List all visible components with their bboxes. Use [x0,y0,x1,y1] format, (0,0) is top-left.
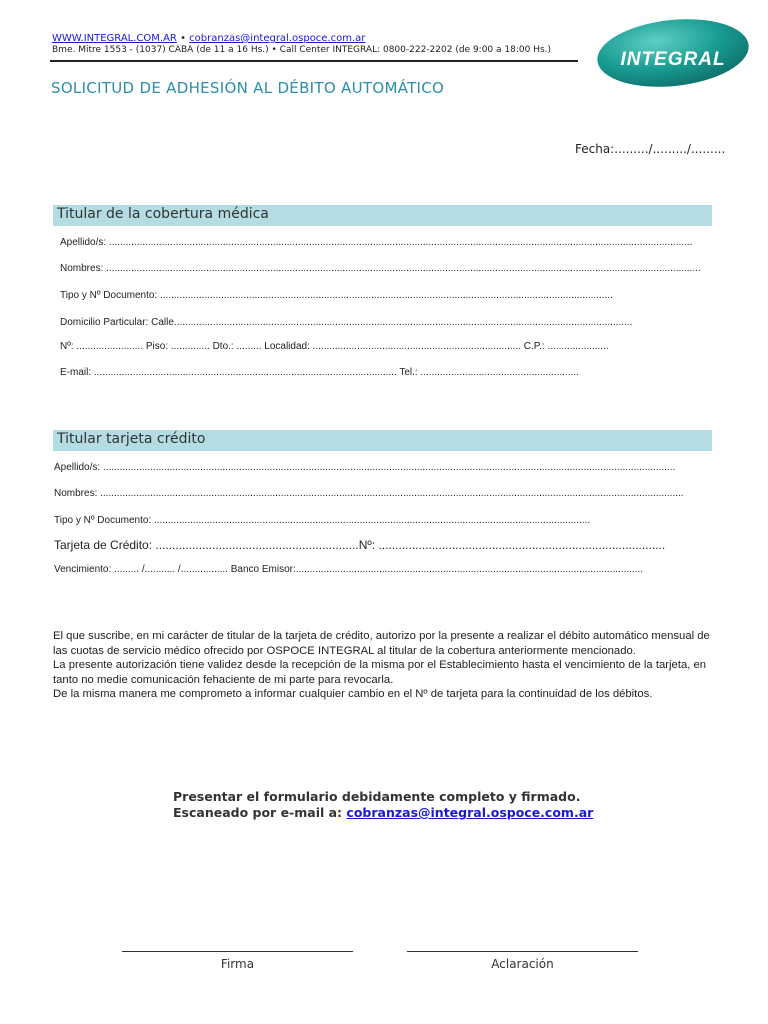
header-address: Bme. Mitre 1553 - (1037) CABA (de 11 a 16 Hs.) • Call Center INTEGRAL: 0800-222-2202 (de 9:00 a 18:00 Hs.) [52,45,552,55]
field-apellidos[interactable]: Apellido/s: .................................................................................................................................................................................................................. [60,237,693,248]
paragraph-2: La presente autorización tiene validez desde la recepción de la misma por el Establecimiento hasta el vencimiento de la tarjeta, en tanto no medie comunicación fehaciente de mi parte para revocarla. [53,659,707,686]
header-separator: • [176,33,190,44]
field-tarjeta-numero[interactable]: Tarjeta de Crédito: .............................................................Nº: ...................................................................................... [54,538,666,552]
logo-text: INTEGRAL [620,49,726,70]
website-link[interactable]: WWW.INTEGRAL.COM.AR [52,33,177,44]
field-card-nombres[interactable]: Nombres: .................................................................................................................................................................................................................. [54,488,684,499]
field-email-tel[interactable]: E-mail: ............................................................................................................. Tel.: ......................................................... [60,367,579,378]
authorization-text [53,629,713,702]
notice-email-link[interactable]: cobranzas@integral.ospoce.com.ar [346,805,594,820]
section-heading: Titular tarjeta crédito [57,431,206,447]
field-vencimiento-banco[interactable]: Vencimiento: ......... /........... /................. Banco Emisor:............................................................................................................................. [54,564,644,575]
paragraph-3: De la misma manera me comprometo a informar cualquier cambio en el Nº de tarjeta para la continuidad de los débitos. [53,688,653,701]
header-email-link[interactable]: cobranzas@integral.ospoce.com.ar [189,33,366,44]
aclaracion-line[interactable] [407,951,638,952]
fecha-field[interactable]: Fecha:........./........./......... [575,142,726,156]
page-title: SOLICITUD DE ADHESIÓN AL DÉBITO AUTOMÁTICO [51,79,445,97]
header-divider [50,60,578,62]
section-heading: Titular de la cobertura médica [57,206,269,222]
integral-logo [597,18,750,88]
notice-line-1: Presentar el formulario debidamente completo y firmado. [173,789,581,804]
notice-line-2 [173,805,593,821]
firma-line[interactable] [122,951,353,952]
field-nombres[interactable]: Nombres: ...................................................................................................................................................................................................................... [60,263,701,274]
field-domicilio[interactable]: Domicilio Particular: Calle..................................................................................................................................................................... [60,317,633,328]
section-titular-tarjeta [53,430,712,451]
firma-label: Firma [220,957,255,971]
paragraph-1: El que suscribe, en mi carácter de titular de la tarjeta de crédito, autorizo por la presente a realizar el débito automático mensual de las cuotas de servicio médico ofrecido por OSPOCE INTEGRAL al titular de la cobertura anteriormente mencionado. [53,630,710,657]
notice-prefix: Escaneado por e-mail a: [173,805,347,820]
section-titular-cobertura [53,205,712,226]
submission-notice [173,789,593,821]
header-links [52,33,365,44]
field-card-apellidos[interactable]: Apellido/s: .............................................................................................................................................................................................................. [54,462,676,473]
field-tipo-documento[interactable]: Tipo y Nº Documento: ................................................................................................................................................................... [60,290,613,301]
aclaracion-label: Aclaración [491,957,554,971]
field-numero-piso-localidad[interactable]: Nº: ........................ Piso: .............. Dto.: ......... Localidad: ........................................................................... C.P.: ...................... [60,341,609,352]
field-card-tipo-documento[interactable]: Tipo y Nº Documento: ............................................................................................................................................................. [54,515,591,526]
